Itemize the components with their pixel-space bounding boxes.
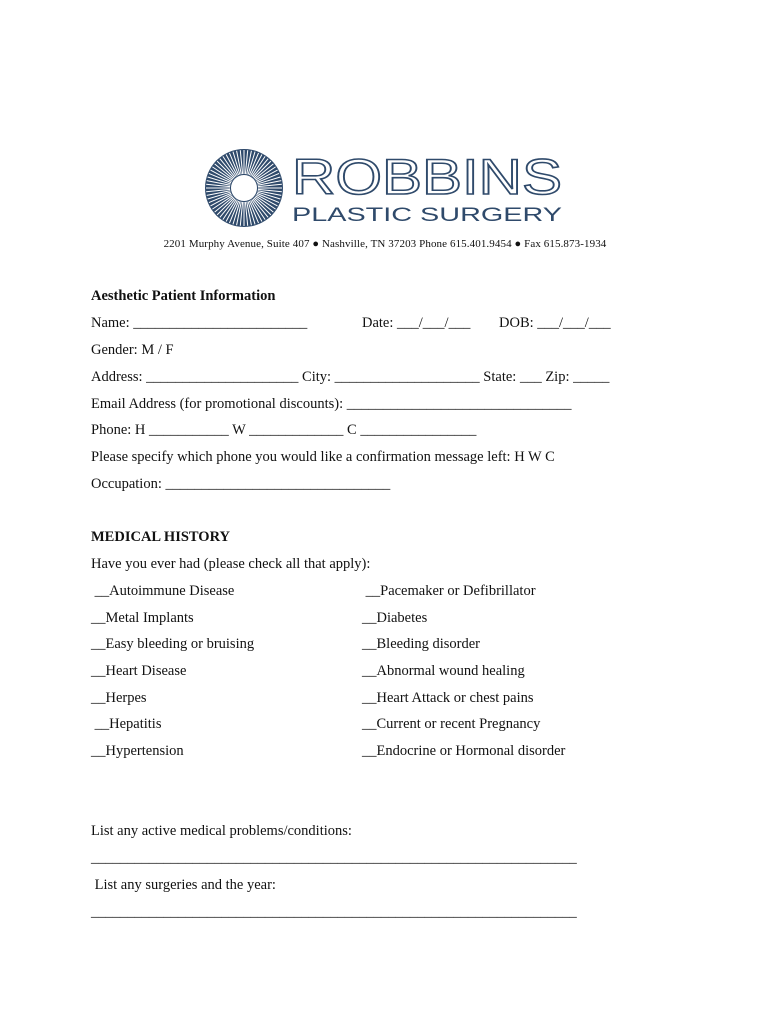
brand-subtitle: PLASTIC SURGERY [292,205,563,226]
checklist-item[interactable]: __Heart Disease [91,663,187,679]
robbins-logo [204,148,574,230]
phone-field[interactable]: Phone: H ___________ W _____________ C ________________ [91,422,477,438]
confirmation-phone-field[interactable]: Please specify which phone you would like a confirmation message left: H W C [91,449,555,465]
checklist-item[interactable]: __Hypertension [91,743,184,759]
gender-field[interactable]: Gender: M / F [91,342,174,358]
surgeries-label: List any surgeries and the year: [91,877,276,893]
checklist-item[interactable]: __Endocrine or Hormonal disorder [362,743,566,759]
checklist-item[interactable]: __Hepatitis [91,716,162,732]
date-field[interactable]: Date: ___/___/___ [362,315,471,331]
section-title-medical-history: MEDICAL HISTORY [91,529,231,545]
sunburst-icon [205,149,283,227]
section-title-patient-info: Aesthetic Patient Information [91,288,276,304]
active-problems-label: List any active medical problems/conditions: [91,823,352,839]
brand-name: ROBBINS [292,149,562,205]
email-field[interactable]: Email Address (for promotional discounts): _______________________________ [91,396,572,412]
checklist-item[interactable]: __Heart Attack or chest pains [362,690,534,706]
checklist-item[interactable]: __Easy bleeding or bruising [91,636,255,652]
checklist-item[interactable]: __Diabetes [362,610,428,626]
active-problems-line[interactable]: ___________________________________________________________________ [91,850,577,866]
occupation-field[interactable]: Occupation: _______________________________ [91,476,391,492]
checklist-item[interactable]: __Pacemaker or Defibrillator [362,583,536,599]
checklist-item[interactable]: __Herpes [91,690,147,706]
medical-history-prompt: Have you ever had (please check all that apply): [91,556,371,572]
checklist-item[interactable]: __Autoimmune Disease [91,583,235,599]
checklist-item[interactable]: __Abnormal wound healing [362,663,525,679]
surgeries-line[interactable]: ___________________________________________________________________ [91,904,577,920]
name-field[interactable]: Name: ________________________ [91,315,308,331]
clinic-address: 2201 Murphy Avenue, Suite 407 ● Nashville, TN 37203 Phone 615.401.9454 ● Fax 615.873-1934 [163,238,607,250]
checklist-item[interactable]: __Bleeding disorder [362,636,480,652]
checklist-item[interactable]: __Current or recent Pregnancy [362,716,541,732]
dob-field[interactable]: DOB: ___/___/___ [499,315,611,331]
checklist-item[interactable]: __Metal Implants [91,610,194,626]
address-field[interactable]: Address: _____________________ City: ____________________ State: ___ Zip: _____ [91,369,610,385]
